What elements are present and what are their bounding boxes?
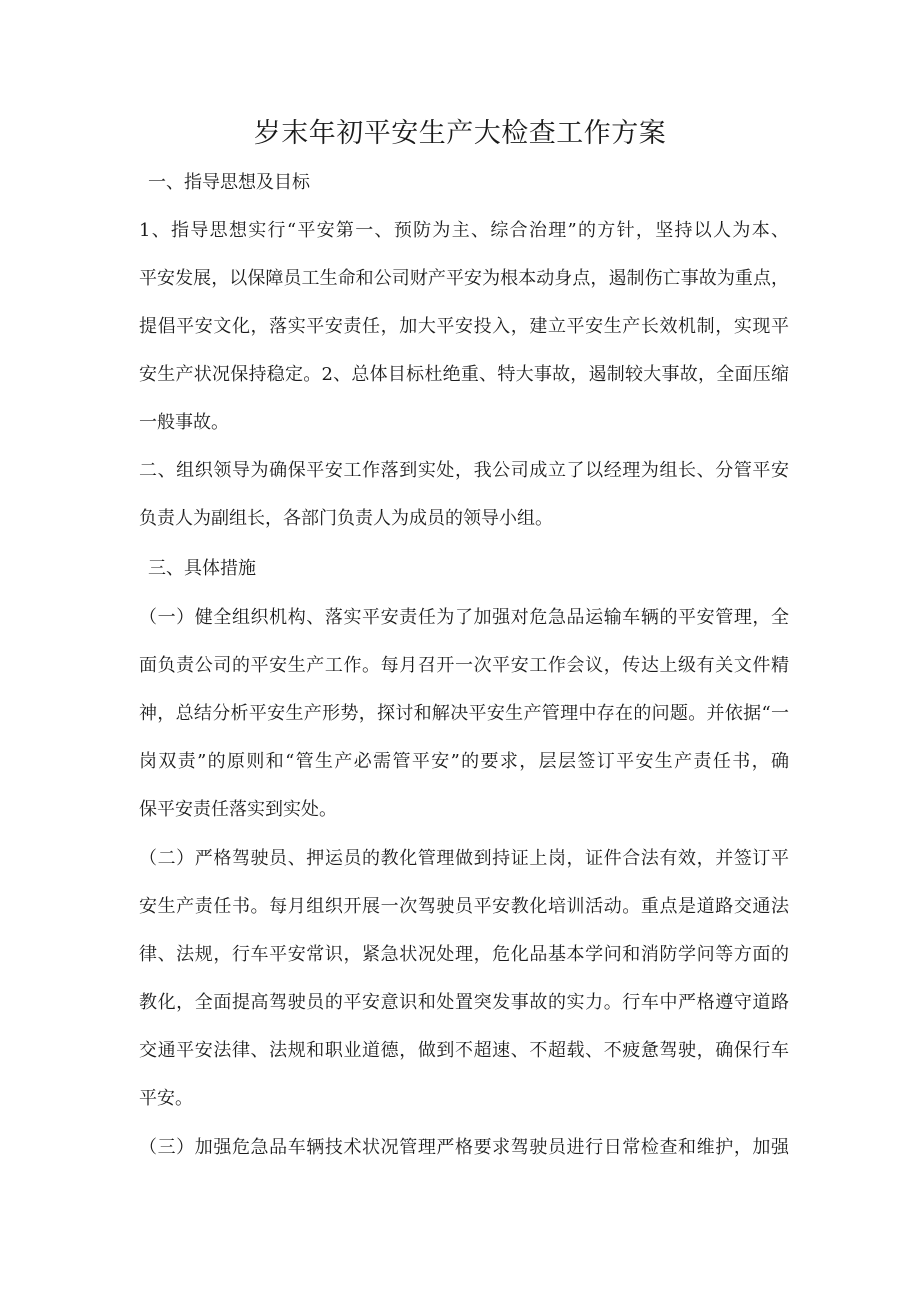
body-line: （一）健全组织机构、落实平安责任为了加强对危急品运输车辆的平安管理，全 bbox=[139, 607, 789, 628]
heading-section-3: 三、具体措施 bbox=[148, 558, 256, 579]
body-line: 二、组织领导为确保平安工作落到实处，我公司成立了以经理为组长、分管平安 bbox=[139, 460, 789, 481]
heading-section-1: 一、指导思想及目标 bbox=[148, 172, 310, 193]
body-line: 一般事故。 bbox=[139, 412, 229, 433]
body-line: 平安。 bbox=[139, 1088, 193, 1109]
body-line: 保平安责任落实到实处。 bbox=[139, 799, 337, 820]
body-line: 律、法规，行车平安常识，紧急状况处理，危化品基本学问和消防学问等方面的 bbox=[139, 944, 789, 965]
body-line: 提倡平安文化，落实平安责任，加大平安投入，建立平安生产长效机制，实现平 bbox=[139, 316, 789, 337]
body-line: （二）严格驾驶员、押运员的教化管理做到持证上岗，证件合法有效，并签订平 bbox=[139, 848, 789, 869]
body-line: 安生产状况保持稳定。2、总体目标杜绝重、特大事故，遏制较大事故，全面压缩 bbox=[139, 364, 789, 385]
body-line: 平安发展，以保障员工生命和公司财产平安为根本动身点，遏制伤亡事故为重点， bbox=[139, 268, 789, 289]
document-title: 岁末年初平安生产大检查工作方案 bbox=[253, 118, 667, 149]
body-line: 安生产责任书。每月组织开展一次驾驶员平安教化培训活动。重点是道路交通法 bbox=[139, 896, 789, 917]
body-line: 负责人为副组长，各部门负责人为成员的领导小组。 bbox=[139, 508, 553, 529]
body-line: （三）加强危急品车辆技术状况管理严格要求驾驶员进行日常检查和维护，加强 bbox=[139, 1137, 789, 1158]
body-line: 交通平安法律、法规和职业道德，做到不超速、不超载、不疲惫驾驶，确保行车 bbox=[139, 1040, 789, 1061]
body-line: 神，总结分析平安生产形势，探讨和解决平安生产管理中存在的问题。并依据“一 bbox=[139, 703, 789, 724]
body-line: 1、指导思想实行“平安第一、预防为主、综合治理”的方针，坚持以人为本、 bbox=[139, 220, 789, 241]
body-line: 面负责公司的平安生产工作。每月召开一次平安工作会议，传达上级有关文件精 bbox=[139, 655, 789, 676]
body-line: 教化，全面提高驾驶员的平安意识和处置突发事故的实力。行车中严格遵守道路 bbox=[139, 992, 789, 1013]
body-line: 岗双责”的原则和“管生产必需管平安”的要求，层层签订平安生产责任书，确 bbox=[139, 751, 789, 772]
